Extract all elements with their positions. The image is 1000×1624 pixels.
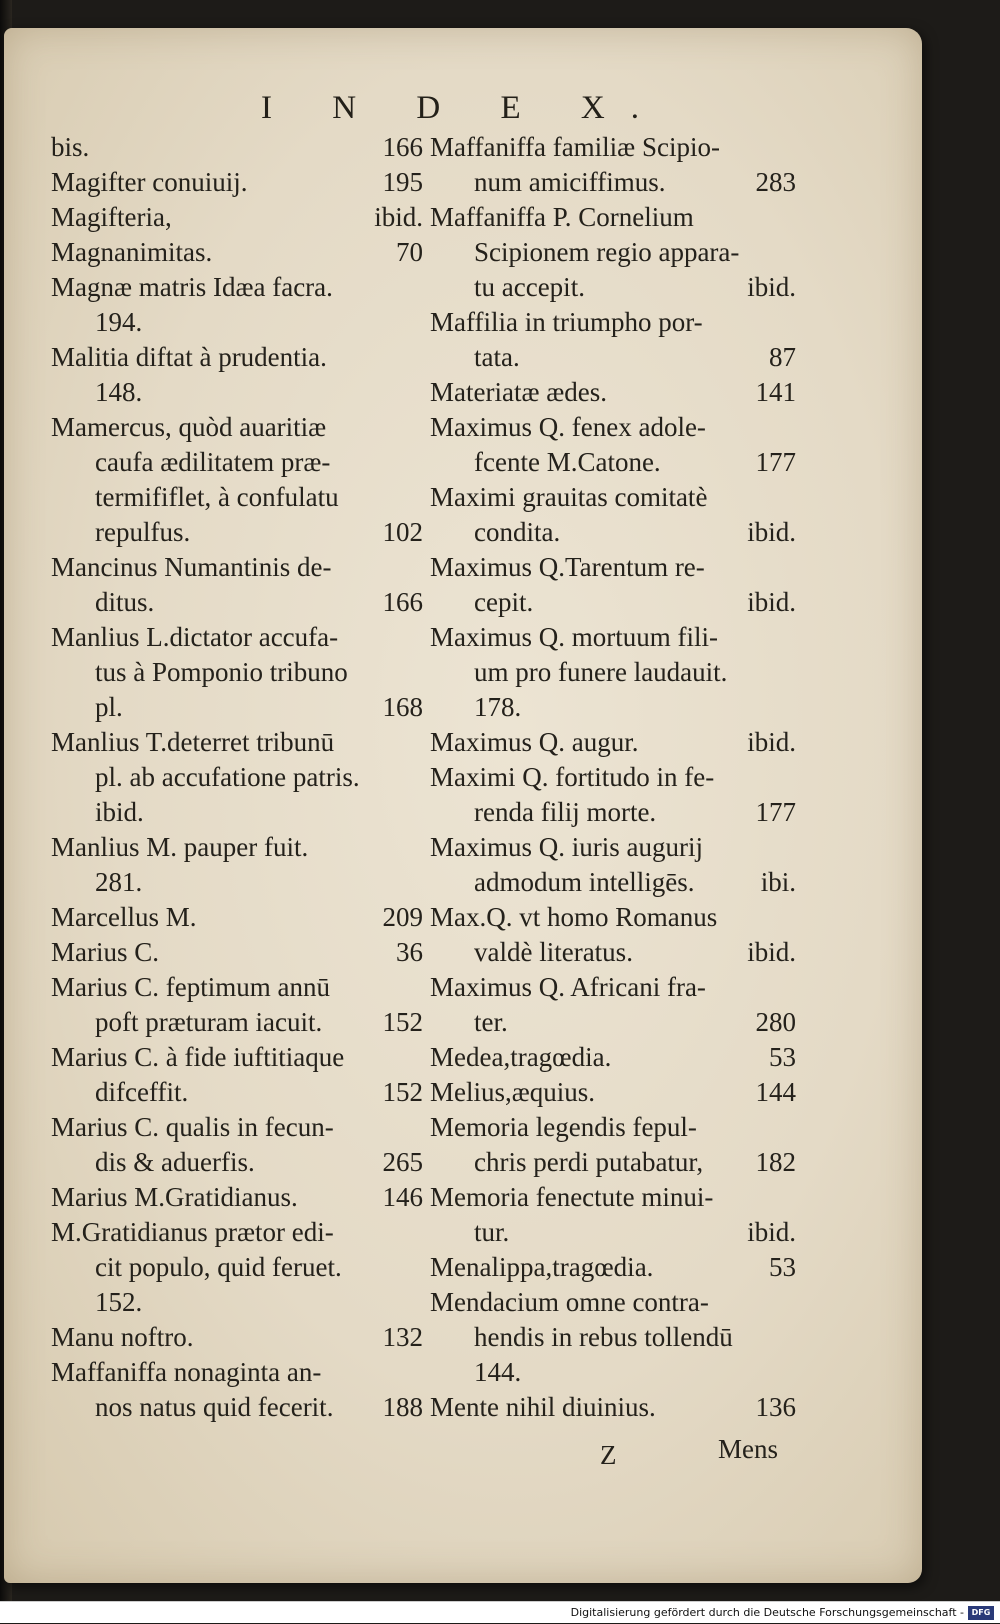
index-entry-page: 132 (382, 1322, 423, 1352)
index-entry-text: ter. (474, 1007, 508, 1037)
signature-mark: Z (600, 1440, 617, 1470)
index-entry-text: ibid. (95, 797, 144, 827)
index-entry-line (430, 970, 796, 1005)
index-entry-line (430, 235, 796, 270)
index-entry-page: 209 (382, 902, 423, 932)
index-entry-line (51, 900, 423, 935)
index-entry-page: 168 (382, 692, 423, 722)
index-entry-text: fcente M.Catone. (474, 447, 661, 477)
index-entry-line (51, 1390, 423, 1425)
index-entry-line (430, 1390, 796, 1425)
index-entry-line (51, 1040, 423, 1075)
index-entry-page: ibid. (374, 202, 423, 232)
index-column-right (430, 130, 796, 1425)
index-entry-line (430, 1215, 796, 1250)
index-entry-line (51, 1215, 423, 1250)
index-entry-line (51, 970, 423, 1005)
index-entry-page: ibi. (760, 867, 796, 897)
index-entry-text: pl. (95, 692, 123, 722)
index-entry-page: 87 (769, 342, 796, 372)
index-entry-text: 148. (95, 377, 143, 407)
index-entry-text: chris perdi putabatur, (474, 1147, 704, 1177)
index-entry-line (51, 445, 423, 480)
index-entry-line (430, 200, 796, 235)
index-entry-text: Maximus Q. augur. (430, 727, 639, 757)
index-entry-line (51, 235, 423, 270)
index-entry-line (430, 935, 796, 970)
index-entry-page: 144 (755, 1077, 796, 1107)
index-entry-text: Maximus Q. mortuum fili- (430, 622, 718, 652)
index-entry-line (430, 690, 796, 725)
index-entry-line (430, 1250, 796, 1285)
index-entry-line (430, 760, 796, 795)
index-entry-text: repulfus. (95, 517, 191, 547)
index-entry-text: Magnæ matris Idæa facra. (51, 272, 333, 302)
index-entry-line (430, 1110, 796, 1145)
index-entry-page: 265 (382, 1147, 423, 1177)
index-entry-text: Marius C. (51, 937, 159, 967)
index-entry-text: 281. (95, 867, 143, 897)
index-entry-text: Mancinus Numantinis de- (51, 552, 332, 582)
index-entry-line (51, 1355, 423, 1390)
index-entry-page: 283 (755, 167, 796, 197)
index-entry-page: 177 (755, 447, 796, 477)
index-entry-page: ibid. (747, 937, 796, 967)
index-entry-text: Malitia diftat à prudentia. (51, 342, 327, 372)
index-entry-text: tu accepit. (474, 272, 585, 302)
footer-credit: Digitalisierung gefördert durch die Deutsche Forschungsgemeinschaft - (570, 1606, 964, 1619)
index-entry-text: Marius M.Gratidianus. (51, 1182, 298, 1212)
index-entry-text: tur. (474, 1217, 510, 1247)
index-entry-line (51, 305, 423, 340)
index-entry-text: Maffaniffa P. Cornelium (430, 202, 694, 232)
index-entry-line (51, 375, 423, 410)
index-entry-page: 280 (755, 1007, 796, 1037)
index-entry-line (51, 480, 423, 515)
index-entry-line (430, 165, 796, 200)
index-entry-page: ibid. (747, 727, 796, 757)
index-entry-line (430, 1145, 796, 1180)
index-entry-text: Marius C. feptimum annū (51, 972, 330, 1002)
index-entry-text: Scipionem regio appara- (474, 237, 740, 267)
index-entry-page: 146 (382, 1182, 423, 1212)
index-entry-line (51, 340, 423, 375)
index-entry-line (51, 760, 423, 795)
index-entry-text: Mente nihil diuinius. (430, 1392, 656, 1422)
index-entry-line (430, 585, 796, 620)
index-entry-line (51, 1075, 423, 1110)
index-entry-text: ditus. (95, 587, 155, 617)
index-entry-line (51, 1320, 423, 1355)
index-entry-text: Menalippa,tragœdia. (430, 1252, 654, 1282)
index-entry-text: Marius C. à fide iuftitiaque (51, 1042, 345, 1072)
index-entry-text: Materiatæ ædes. (430, 377, 607, 407)
digitization-footer (0, 1601, 1000, 1623)
index-entry-line (51, 1110, 423, 1145)
index-entry-line (51, 795, 423, 830)
index-entry-line (51, 725, 423, 760)
index-entry-page: 166 (382, 132, 423, 162)
index-entry-text: Manlius T.deterret tribunū (51, 727, 335, 757)
index-entry-text: Manlius L.dictator accufa- (51, 622, 339, 652)
index-entry-line (430, 620, 796, 655)
index-column-left (51, 130, 423, 1425)
index-entry-line (51, 690, 423, 725)
index-entry-text: tata. (474, 342, 520, 372)
index-entry-line (51, 515, 423, 550)
index-entry-text: num amiciffimus. (474, 167, 666, 197)
index-entry-line (430, 375, 796, 410)
index-entry-page: 152 (382, 1077, 423, 1107)
index-entry-text: Magnanimitas. (51, 237, 213, 267)
index-entry-text: cit populo, quid feruet. (95, 1252, 342, 1282)
index-entry-page: 152 (382, 1007, 423, 1037)
index-entry-line (51, 655, 423, 690)
index-entry-text: Maximus Q. iuris augurij (430, 832, 703, 862)
index-entry-text: poft præturam iacuit. (95, 1007, 323, 1037)
index-entry-text: dis & aduerfis. (95, 1147, 255, 1177)
index-entry-text: bis. (51, 132, 90, 162)
index-entry-line (51, 200, 423, 235)
index-entry-page: ibid. (747, 517, 796, 547)
index-entry-line (51, 865, 423, 900)
index-entry-page: 182 (755, 1147, 796, 1177)
index-entry-page: 188 (382, 1392, 423, 1422)
index-entry-line (430, 1005, 796, 1040)
index-entry-text: termififlet, à confulatu (95, 482, 339, 512)
index-entry-line (51, 1250, 423, 1285)
index-entry-text: valdè literatus. (474, 937, 633, 967)
index-entry-page: 141 (755, 377, 796, 407)
index-entry-text: 178. (474, 692, 522, 722)
index-entry-page: 136 (755, 1392, 796, 1422)
index-entry-page: 102 (382, 517, 423, 547)
index-entry-text: Marcellus M. (51, 902, 197, 932)
index-entry-page: ibid. (747, 587, 796, 617)
index-entry-line (51, 1180, 423, 1215)
index-entry-text: 194. (95, 307, 143, 337)
index-entry-line (430, 1355, 796, 1390)
index-entry-line (430, 795, 796, 830)
index-entry-text: Magifter conuiuij. (51, 167, 248, 197)
index-entry-line (430, 340, 796, 375)
index-entry-line (430, 1040, 796, 1075)
index-entry-text: Maximus Q. fenex adole- (430, 412, 706, 442)
index-entry-line (51, 1285, 423, 1320)
index-entry-page: 70 (396, 237, 423, 267)
index-entry-text: Melius,æquius. (430, 1077, 596, 1107)
index-entry-text: pl. ab accufatione patris. (95, 762, 360, 792)
index-entry-text: caufa ædilitatem præ- (95, 447, 331, 477)
index-entry-line (430, 270, 796, 305)
index-entry-line (51, 130, 423, 165)
dfg-logo: DFG (968, 1606, 994, 1620)
index-entry-line (51, 1005, 423, 1040)
index-entry-line (430, 445, 796, 480)
index-entry-line (430, 130, 796, 165)
index-entry-text: Maffilia in triumpho por- (430, 307, 703, 337)
index-entry-text: Memoria fenectute minui- (430, 1182, 714, 1212)
index-entry-text: Maffaniffa nonaginta an- (51, 1357, 322, 1387)
index-entry-line (430, 550, 796, 585)
index-entry-line (51, 1145, 423, 1180)
index-entry-text: condita. (474, 517, 561, 547)
index-entry-line (430, 1075, 796, 1110)
index-entry-text: cepit. (474, 587, 534, 617)
index-entry-text: 144. (474, 1357, 522, 1387)
index-entry-text: Manlius M. pauper fuit. (51, 832, 309, 862)
index-entry-text: Maximus Q.Tarentum re- (430, 552, 705, 582)
index-entry-text: M.Gratidianus prætor edi- (51, 1217, 334, 1247)
page-heading: I N D E X. (261, 90, 665, 126)
index-entry-page: 166 (382, 587, 423, 617)
index-entry-text: nos natus quid fecerit. (95, 1392, 334, 1422)
index-entry-text: Memoria legendis fepul- (430, 1112, 697, 1142)
index-entry-text: hendis in rebus tollendū (474, 1322, 733, 1352)
index-entry-page: 36 (396, 937, 423, 967)
index-entry-text: Mamercus, quòd auaritiæ (51, 412, 327, 442)
index-entry-text: Maffaniffa familiæ Scipio- (430, 132, 720, 162)
index-entry-page: ibid. (747, 1217, 796, 1247)
index-entry-line (430, 1285, 796, 1320)
index-entry-text: um pro funere laudauit. (474, 657, 728, 687)
index-entry-text: renda filij morte. (474, 797, 657, 827)
index-entry-line (430, 410, 796, 445)
index-entry-page: 53 (769, 1042, 796, 1072)
index-entry-text: Maximi grauitas comitatè (430, 482, 708, 512)
index-entry-line (430, 480, 796, 515)
index-entry-line (51, 165, 423, 200)
index-entry-line (430, 725, 796, 760)
index-entry-text: Maximi Q. fortitudo in fe- (430, 762, 715, 792)
index-entry-line (430, 830, 796, 865)
index-entry-line (430, 865, 796, 900)
index-entry-page: 177 (755, 797, 796, 827)
index-entry-line (51, 550, 423, 585)
index-entry-line (51, 585, 423, 620)
index-entry-line (51, 410, 423, 445)
index-entry-line (430, 305, 796, 340)
index-entry-text: Medea,tragœdia. (430, 1042, 612, 1072)
index-entry-line (430, 1320, 796, 1355)
book-page (4, 28, 922, 1583)
index-entry-line (51, 935, 423, 970)
index-entry-line (51, 830, 423, 865)
index-entry-page: 53 (769, 1252, 796, 1282)
index-entry-text: tus à Pomponio tribuno (95, 657, 348, 687)
index-entry-text: difceffit. (95, 1077, 189, 1107)
index-entry-text: admodum intelligēs. (474, 867, 695, 897)
index-entry-text: Marius C. qualis in fecun- (51, 1112, 334, 1142)
index-entry-page: ibid. (747, 272, 796, 302)
index-entry-text: Maximus Q. Africani fra- (430, 972, 706, 1002)
index-entry-text: Max.Q. vt homo Romanus (430, 902, 718, 932)
catchword: Mens (718, 1434, 778, 1464)
index-entry-text: Manu noftro. (51, 1322, 194, 1352)
index-entry-text: Mendacium omne contra- (430, 1287, 709, 1317)
index-entry-line (430, 655, 796, 690)
index-entry-page: 195 (382, 167, 423, 197)
index-entry-line (430, 1180, 796, 1215)
index-entry-line (430, 515, 796, 550)
index-entry-line (430, 900, 796, 935)
index-entry-line (51, 270, 423, 305)
index-entry-text: Magifteria, (51, 202, 172, 232)
index-entry-text: 152. (95, 1287, 143, 1317)
index-entry-line (51, 620, 423, 655)
